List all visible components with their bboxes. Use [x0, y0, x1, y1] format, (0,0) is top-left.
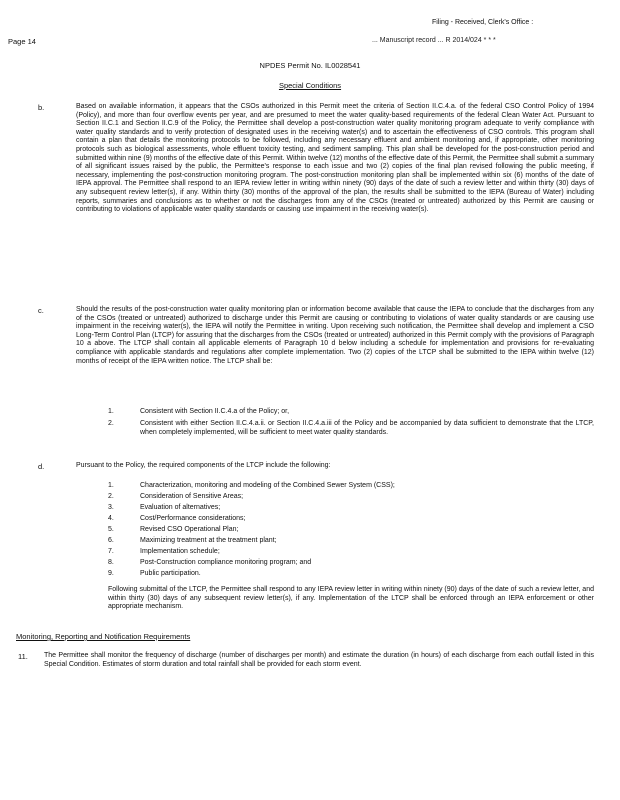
list-item: Consistent with Section II.C.4.a of the Policy; or, [140, 408, 290, 415]
paragraph-b-text: Based on available information, it appears that the CSOs authorized in this Permit meet the criteria of Section II.C.4.a. of the federal CSO Control Policy of 1994 (Policy), and more than four overflow events per year, and are presumed to meet the water quality-based requirements of the federal Clean Water Act. Pursuant to Section II.C.1 and Section II.C.9 of the Policy, the Permittee shall develop a post-construction water quality monitoring program adequate to verify compliance with water quality standards and to verify protection of designated uses in the receiving water(s) and to ascertain the effectiveness of CSO controls. This program shall contain a plan that details the monitoring protocols to be followed, including any necessary effluent and ambient monitoring and, if appropriate, other monitoring protocols such as biological assessments, whole effluent toxicity testing, and sediment sampling. This plan shall be developed for the post-construction period and submitted within nine (9) months of the effective date of this Permit. Within twelve (12) months of the effective date of this Permit, the Permittee shall submit a summary of all significant issues raised by the public, the Permittee's response to each issue and two (2) copies of the final plan revised following the public meeting, if necessary, implementing the post-construction monitoring program. The post-construction monitoring plan shall be implemented within six (6) months of the date of IEPA approval. The Permittee shall respond to an IEPA review letter in writing within ninety (90) days of the date of such a review letter and within thirty (30) days of any subsequent review letter(s), if any. Within thirty (30) months of the approval of the plan, the results shall be submitted to the IEPA (Bureau of Water) including reports, summaries and conclusions as to whether or not the discharges from any of the CSOs (treated or untreated) authorized by this Permit are causing or contributing to violations of applicable water quality standards or causing use impairment in the receiving water(s). [76, 103, 594, 214]
filing-stamp-line-1: Filing - Received, Clerk's Office : [432, 19, 534, 26]
list-item-number: 5. [108, 526, 114, 533]
list-item-number: 6. [108, 537, 114, 544]
list-item: Consistent with either Section II.C.4.a.ii. or Section II.C.4.a.iii of the Policy and be accompanied by data sufficient to demonstrate that the LTCP, when completely implemented, will be sufficient to meet water quality standards. [140, 420, 594, 436]
list-item-number: 4. [108, 515, 114, 522]
list-item-number: 7. [108, 548, 114, 555]
list-item-number: 1. [108, 482, 114, 489]
list-item-number: 3. [108, 504, 114, 511]
list-item-number: 2. [108, 420, 114, 427]
list-item: Post-Construction compliance monitoring program; and [140, 559, 312, 566]
paragraph-d-closing: Following submittal of the LTCP, the Permittee shall respond to any IEPA review letter in writing within ninety (90) days of the date of such a review letter, and within thirty (30) days of any subsequent review letter(s), if any. Implementation of the LTCP shall be enforced through an IEPA enforcement or other appropriate mechanism. [108, 586, 594, 611]
list-item: Cost/Performance considerations; [140, 515, 246, 522]
paragraph-c-number: c. [38, 306, 44, 315]
paragraph-b-number: b. [38, 103, 45, 112]
list-item: Revised CSO Operational Plan; [140, 526, 239, 533]
paragraph-11-text: The Permittee shall monitor the frequency of discharge (number of discharges per month) and estimate the duration (in hours) of each discharge from each outfall listed in this Special Condition. Estimates of storm duration and total rainfall shall be provided for each storm event. [44, 652, 594, 668]
section-heading: Monitoring, Reporting and Notification Requirements [16, 632, 191, 641]
list-item-number: 9. [108, 570, 114, 577]
paragraph-d-text: Pursuant to the Policy, the required components of the LTCP include the following: [76, 462, 331, 469]
paragraph-c-text: Should the results of the post-construction water quality monitoring plan or information become available that cause the IEPA to conclude that the discharges from any of the CSOs (treated or untreated) authorized to discharge under this Permit are causing or contributing to violations of water quality standards or are causing use impairment in the receiving water(s), the IEPA will notify the Permittee in writing. Upon receiving such notification, the Permittee shall develop and implement a CSO Long-Term Control Plan (LTCP) for assuring that the discharges from the CSOs (treated or untreated) authorized in this Permit comply with the provisions of Paragraph 10 a above. The LTCP shall contain all applicable elements of Paragraph 10 d below including a schedule for implementation and provisions for re-evaluating compliance with applicable standards and regulations after complete implementation. Two (2) copies of the LTCP shall be submitted to the IEPA within twelve (12) months of receipt of the IEPA written notice. The LTCP shall be: [76, 306, 594, 365]
paragraph-11-number: 11. [18, 652, 28, 661]
list-item-number: 1. [108, 408, 114, 415]
paragraph-d-number: d. [38, 462, 45, 471]
list-item: Evaluation of alternatives; [140, 504, 221, 511]
list-item: Characterization, monitoring and modeling of the Combined Sewer System (CSS); [140, 482, 395, 489]
list-item-number: 2. [108, 493, 114, 500]
filing-stamp-line-2: ... Manuscript record ... R 2014/024 * * * [372, 37, 496, 44]
section-title: Special Conditions [278, 81, 342, 90]
list-item: Consideration of Sensitive Areas; [140, 493, 244, 500]
list-item: Public participation. [140, 570, 201, 577]
list-item: Implementation schedule; [140, 548, 220, 555]
list-item: Maximizing treatment at the treatment plant; [140, 537, 277, 544]
page-number: Page 14 [8, 37, 36, 46]
list-item-number: 8. [108, 559, 114, 566]
permit-title: NPDES Permit No. IL0028541 [259, 61, 361, 70]
